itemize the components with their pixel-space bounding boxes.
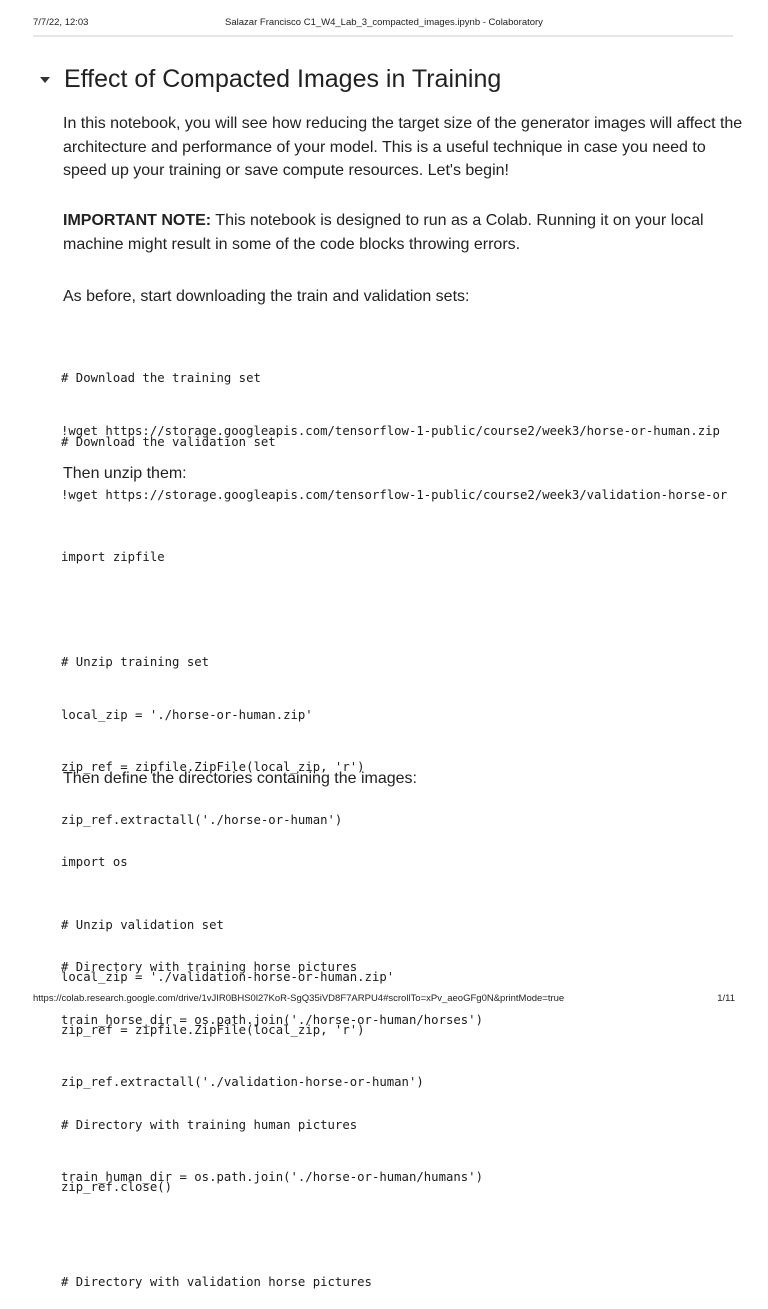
code-line: # Directory with validation horse pictures: [61, 1275, 372, 1289]
code-line: import zipfile: [61, 550, 165, 564]
unzip-paragraph: Then unzip them:: [63, 465, 187, 482]
code-line: # Download the training set: [61, 371, 261, 385]
code-cell-directories[interactable]: [61, 819, 483, 1309]
section-title: Effect of Compacted Images in Training: [64, 65, 502, 93]
code-line: local_zip = './validation-horse-or-human.zip': [61, 970, 395, 984]
page-number: 1/11: [717, 993, 735, 1004]
code-line: train_human_dir = os.path.join('./horse-or-human/humans'): [61, 1170, 483, 1184]
code-line: # Directory with training human pictures: [61, 1117, 358, 1132]
code-line: [61, 1222, 483, 1240]
code-line: !wget https://storage.googleapis.com/tensorflow-1-public/course2/week3/validation-horse-or: [61, 487, 728, 502]
download-paragraph: As before, start downloading the train and validation sets:: [63, 288, 470, 305]
print-header: [0, 0, 768, 36]
important-note-label: IMPORTANT NOTE:: [63, 212, 212, 229]
code-line: # Download the validation set: [61, 435, 276, 449]
print-page-title: Salazar Francisco C1_W4_Lab_3_compacted_images.ipynb - Colaboratory: [225, 17, 543, 28]
code-line: zip_ref.close(): [61, 1180, 173, 1194]
code-line: zip_ref = zipfile.ZipFile(local_zip, 'r'): [61, 1022, 365, 1037]
code-line: !wget https://storage.googleapis.com/tensorflow-1-public/course2/week3/horse-or-human.zip: [61, 423, 720, 438]
code-cell-download-validation[interactable]: [61, 399, 727, 522]
code-line: # Unzip training set: [61, 655, 210, 669]
code-line: [61, 602, 424, 620]
code-line: train_horse_dir = os.path.join('./horse-or-human/horses'): [61, 1012, 483, 1027]
print-url: https://colab.research.google.com/drive/1vJIR0BHS0l27KoR-SgQ35iVD8F7ARPU4#scrollTo=xPv_aeoGFg0N&printMode=true: [33, 993, 565, 1004]
code-line: zip_ref.extractall('./validation-horse-or-human'): [61, 1075, 424, 1089]
code-line: local_zip = './horse-or-human.zip': [61, 707, 313, 722]
code-line: # Unzip validation set: [61, 917, 224, 932]
collapse-caret-icon[interactable]: [40, 77, 50, 83]
important-note-paragraph: [63, 209, 743, 256]
code-line: import os: [61, 855, 128, 869]
code-line: [61, 1064, 483, 1082]
code-line: zip_ref.extractall('./horse-or-human'): [61, 812, 343, 827]
intro-paragraph: In this notebook, you will see how reducing the target size of the generator images will affect the architecture and performance of your model. This is a useful technique in case you need to speed up your training or save compute resources. Let's begin!: [63, 115, 743, 179]
directories-paragraph: Then define the directories containing the images:: [63, 770, 417, 787]
code-line: zip_ref = zipfile.ZipFile(local_zip, 'r'): [61, 760, 365, 774]
important-note-text: This notebook is designed to run as a Colab. Running it on your local machine might result in some of the code blocks throwing errors.: [63, 212, 704, 253]
code-line: # Directory with training horse pictures: [61, 960, 358, 974]
section-header: [36, 65, 501, 94]
print-date: 7/7/22, 12:03: [33, 17, 89, 28]
header-divider: [33, 35, 733, 37]
code-line: [61, 907, 483, 925]
